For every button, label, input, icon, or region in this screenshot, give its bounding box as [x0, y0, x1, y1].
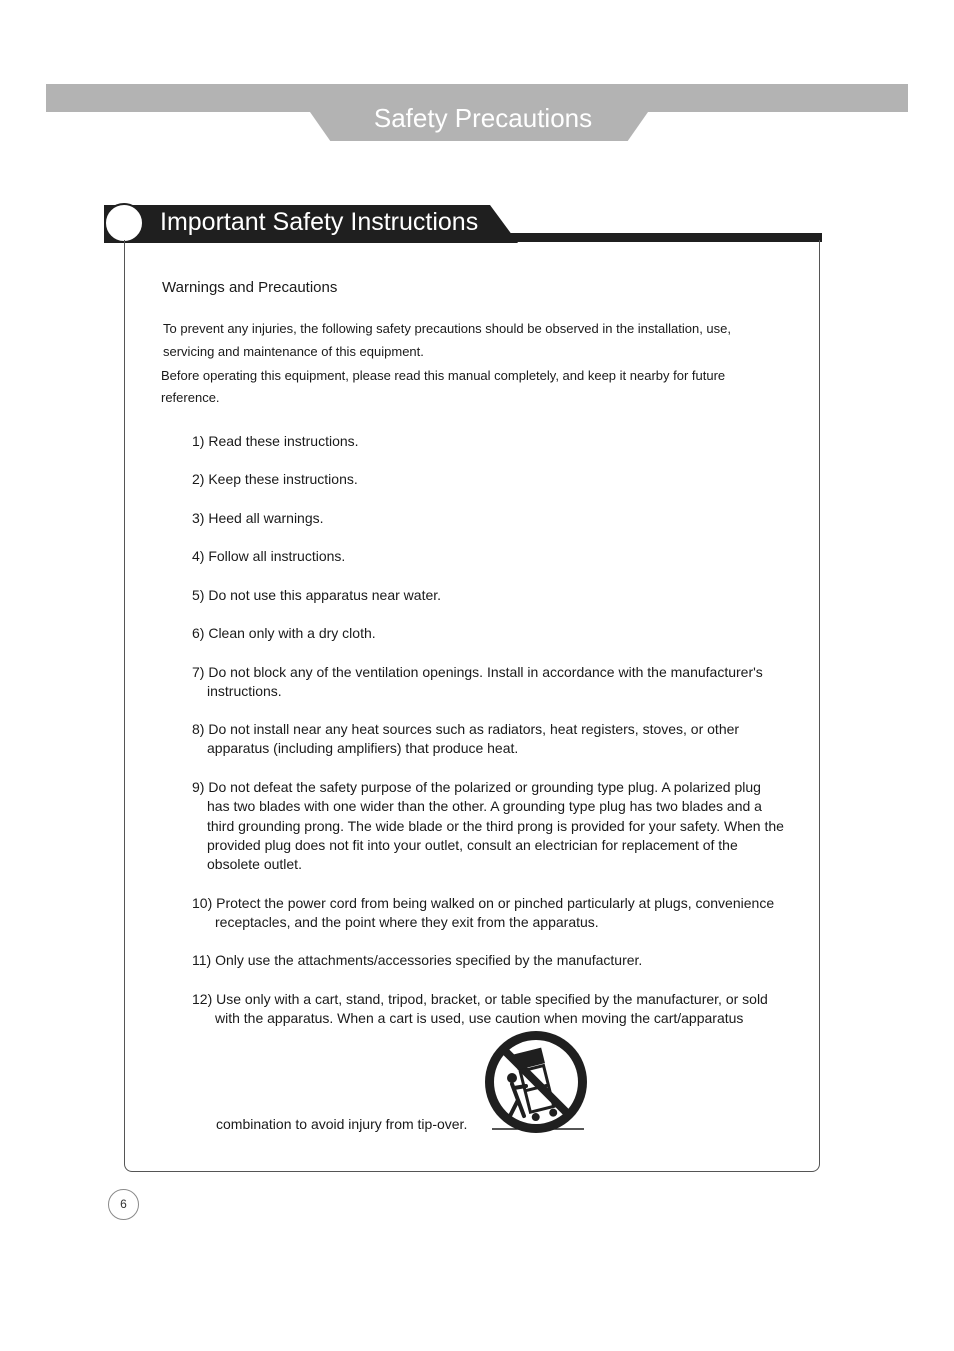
list-item: 1) Read these instructions.	[192, 433, 359, 449]
list-item-12-continuation: combination to avoid injury from tip-over.	[216, 1116, 468, 1132]
list-item: 9) Do not defeat the safety purpose of the polarized or grounding type plug. A polarized plug has two blades with one wider than the other. A grounding type plug has two blades and a third grounding prong. The wide blade or the third prong is provided for your safety. When the provided plug does not fit into your outlet, consult an electrician for replacement of the obsolete outlet.	[192, 779, 784, 873]
list-item: 4) Follow all instructions.	[192, 548, 346, 564]
section-title: Important Safety Instructions	[160, 208, 479, 236]
intro-paragraph-1: To prevent any injuries, the following safety precautions should be observed in the installation, use, servicing and maintenance of this equipment.	[163, 321, 732, 359]
intro-paragraph-2: Before operating this equipment, please read this manual completely, and keep it nearby for future reference.	[161, 368, 726, 405]
section-bullet-circle	[104, 203, 144, 243]
list-item: 10) Protect the power cord from being walked on or pinched particularly at plugs, convenience receptacles, and the point where they exit from the apparatus.	[192, 895, 775, 931]
list-item: 7) Do not block any of the ventilation openings. Install in accordance with the manufacturer's instructions.	[192, 664, 763, 700]
page-title: Safety Precautions	[373, 103, 593, 133]
list-item: 2) Keep these instructions.	[192, 471, 358, 487]
list-item: 11) Only use the attachments/accessories specified by the manufacturer.	[192, 952, 643, 968]
subsection-heading: Warnings and Precautions	[162, 279, 338, 296]
page-number: 6	[108, 1189, 139, 1220]
list-item: 6) Clean only with a dry cloth.	[192, 625, 376, 641]
list-item: 5) Do not use this apparatus near water.	[192, 587, 442, 603]
list-item: 8) Do not install near any heat sources such as radiators, heat registers, stoves, or other apparatus (including amplifiers) that produce heat.	[192, 721, 740, 757]
list-item: 3) Heed all warnings.	[192, 510, 324, 526]
cart-tip-over-warning-icon	[484, 1030, 588, 1134]
list-item: 12) Use only with a cart, stand, tripod, bracket, or table specified by the manufacturer, or sold with the apparatus. When a cart is used, use caution when moving the cart/apparatus	[192, 991, 768, 1027]
